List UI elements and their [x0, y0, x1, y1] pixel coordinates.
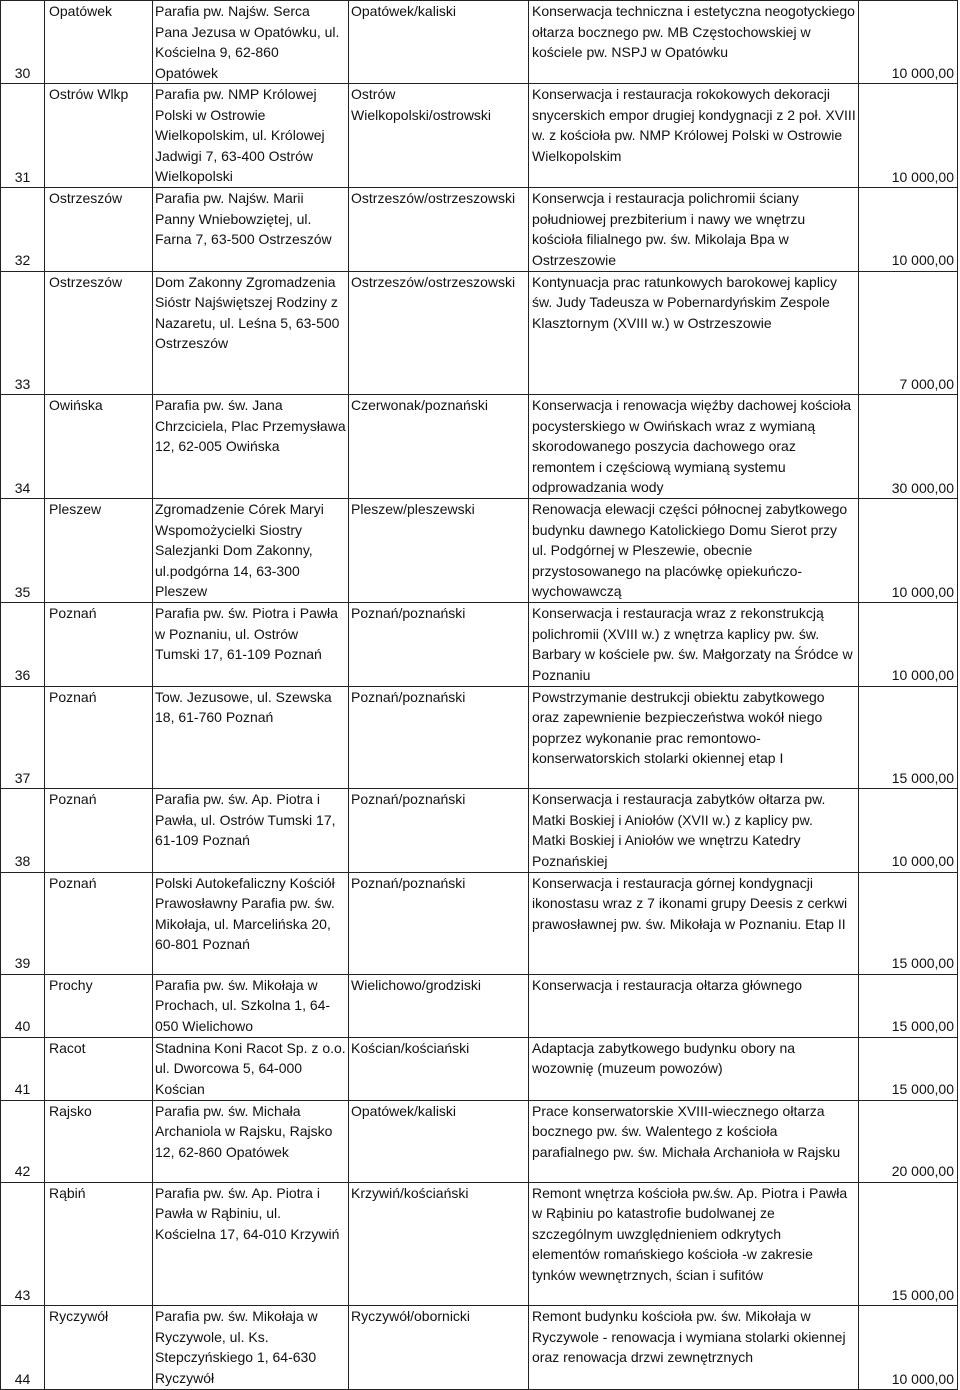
row-number: 42	[1, 1100, 45, 1182]
table-row	[1, 1037, 958, 1100]
row-number: 40	[1, 974, 45, 1037]
table-row	[1, 84, 958, 188]
amount-cell: 15 000,00	[859, 872, 958, 974]
table-row	[1, 974, 958, 1037]
district-cell: Poznań/poznański	[349, 789, 529, 872]
amount-cell: 20 000,00	[859, 1100, 958, 1182]
city-cell: Prochy	[45, 974, 153, 1037]
scope-cell: Kontynuacja prac ratunkowych barokowej kaplicy św. Judy Tadeusza w Pobernardyńskim Zespole Klasztornym (XVIII w.) w Ostrzeszowie	[529, 271, 859, 395]
city-cell: Ostrzeszów	[45, 271, 153, 395]
row-number: 33	[1, 271, 45, 395]
amount-cell: 10 000,00	[859, 499, 958, 603]
city-cell: Poznań	[45, 686, 153, 788]
row-number: 30	[1, 1, 45, 84]
scope-cell: Konserwacja i renowacja więźby dachowej kościoła pocysterskiego w Owińskach wraz z wymianą skorodowanego poszycia dachowego oraz remontem i częściową wymianą systemu odprowadzania wody	[529, 395, 859, 499]
table-row	[1, 1306, 958, 1390]
amount-cell: 15 000,00	[859, 686, 958, 788]
district-cell: Poznań/poznański	[349, 872, 529, 974]
table-row	[1, 789, 958, 872]
row-number: 39	[1, 872, 45, 974]
row-number: 38	[1, 789, 45, 872]
applicant-cell: Parafia pw. św. Jana Chrzciciela, Plac Przemysława 12, 62-005 Owińska	[153, 395, 349, 499]
district-cell: Ryczywół/obornicki	[349, 1306, 529, 1390]
applicant-cell: Stadnina Koni Racot Sp. z o.o. ul. Dworcowa 5, 64-000 Kościan	[153, 1037, 349, 1100]
amount-cell: 10 000,00	[859, 1306, 958, 1390]
district-cell: Opatówek/kaliski	[349, 1, 529, 84]
applicant-cell: Tow. Jezusowe, ul. Szewska 18, 61-760 Poznań	[153, 686, 349, 788]
amount-cell: 10 000,00	[859, 188, 958, 271]
district-cell: Kościan/kościański	[349, 1037, 529, 1100]
scope-cell: Remont wnętrza kościoła pw.św. Ap. Piotra i Pawła w Rąbiniu po katastrofie budolwanej ze szczególnym uwzględnieniem odkrytych elementów romańskiego kościoła -w zakresie tynków wewnętrznych, ścian i sufitów	[529, 1182, 859, 1306]
table-row	[1, 1, 958, 84]
row-number: 32	[1, 188, 45, 271]
table-row	[1, 499, 958, 603]
applicant-cell: Parafia pw. Najśw. Serca Pana Jezusa w Opatówku, ul. Kościelna 9, 62-860 Opatówek	[153, 1, 349, 84]
scope-cell: Powstrzymanie destrukcji obiektu zabytkowego oraz zapewnienie bezpieczeństwa wokół niego poprzez wykonanie prac remontowo- konserwatorskich stolarki okiennej etap I	[529, 686, 859, 788]
scope-cell: Konserwacja techniczna i estetyczna neogotyckiego ołtarza bocznego pw. MB Częstochowskiej w kościele pw. NSPJ w Opatówku	[529, 1, 859, 84]
scope-cell: Konserwcja i restauracja polichromii ściany południowej prezbiterium i nawy we wnętrzu kościoła filialnego pw. św. Mikolaja Bpa w Ostrzeszowie	[529, 188, 859, 271]
amount-cell: 10 000,00	[859, 789, 958, 872]
city-cell: Owińska	[45, 395, 153, 499]
scope-cell: Prace konserwatorskie XVIII-wiecznego ołtarza bocznego pw. św. Walentego z kościoła parafialnego pw. św. Michała Archanioła w Rajsku	[529, 1100, 859, 1182]
amount-cell: 15 000,00	[859, 1037, 958, 1100]
row-number: 34	[1, 395, 45, 499]
scope-cell: Konserwacja i restauracja wraz z rekonstrukcją polichromii (XVIII w.) z wnętrza kaplicy pw. św. Barbary w kościele pw. św. Małgorzaty na Śródce w Poznaniu	[529, 603, 859, 686]
applicant-cell: Parafia pw. św. Ap. Piotra i Pawła w Rąbiniu, ul. Kościelna 17, 64-010 Krzywiń	[153, 1182, 349, 1306]
scope-cell: Renowacja elewacji części północnej zabytkowego budynku dawnego Katolickiego Domu Sierot przy ul. Podgórnej w Pleszewie, obecnie przystosowanego na placówkę opiekuńczo- wychowawczą	[529, 499, 859, 603]
scope-cell: Konserwacja i restauracja ołtarza głównego	[529, 974, 859, 1037]
applicant-cell: Parafia pw. św. Piotra i Pawła w Poznaniu, ul. Ostrów Tumski 17, 61-109 Poznań	[153, 603, 349, 686]
applicant-cell: Parafia pw. Najśw. Marii Panny Wniebowziętej, ul. Farna 7, 63-500 Ostrzeszów	[153, 188, 349, 271]
applicant-cell: Parafia pw. św. Ap. Piotra i Pawła, ul. Ostrów Tumski 17, 61-109 Poznań	[153, 789, 349, 872]
city-cell: Poznań	[45, 603, 153, 686]
district-cell: Czerwonak/poznański	[349, 395, 529, 499]
amount-cell: 7 000,00	[859, 271, 958, 395]
district-cell: Ostrów Wielkopolski/ostrowski	[349, 84, 529, 188]
table-body	[1, 1, 958, 1390]
table-row	[1, 1182, 958, 1306]
city-cell: Racot	[45, 1037, 153, 1100]
city-cell: Pleszew	[45, 499, 153, 603]
applicant-cell: Parafia pw. św. Michała Archaniola w Rajsku, Rajsko 12, 62-860 Opatówek	[153, 1100, 349, 1182]
table-row	[1, 872, 958, 974]
row-number: 37	[1, 686, 45, 788]
city-cell: Opatówek	[45, 1, 153, 84]
amount-cell: 10 000,00	[859, 1, 958, 84]
district-cell: Pleszew/pleszewski	[349, 499, 529, 603]
district-cell: Ostrzeszów/ostrzeszowski	[349, 188, 529, 271]
table-row	[1, 1100, 958, 1182]
city-cell: Ostrów Wlkp	[45, 84, 153, 188]
district-cell: Krzywiń/kościański	[349, 1182, 529, 1306]
district-cell: Opatówek/kaliski	[349, 1100, 529, 1182]
scope-cell: Remont budynku kościoła pw. św. Mikołaja w Ryczywole - renowacja i wymiana stolarki okiennej oraz renowacja drzwi zewnętrznych	[529, 1306, 859, 1390]
district-cell: Poznań/poznański	[349, 603, 529, 686]
table-row	[1, 686, 958, 788]
city-cell: Poznań	[45, 789, 153, 872]
table-row	[1, 395, 958, 499]
scope-cell: Konserwacja i restauracja zabytków ołtarza pw. Matki Boskiej i Aniołów (XVII w.) z kaplicy pw. Matki Boskiej i Aniołów we wnętrzu Katedry Poznańskiej	[529, 789, 859, 872]
scope-cell: Konserwacja i restauracja rokokowych dekoracji snycerskich empor drugiej kondygnacji z 2 poł. XVIII w. z kościoła pw. NMP Królowej Polski w Ostrowie Wielkopolskim	[529, 84, 859, 188]
city-cell: Poznań	[45, 872, 153, 974]
applicant-cell: Parafia pw. NMP Królowej Polski w Ostrowie Wielkopolskim, ul. Królowej Jadwigi 7, 63-400 Ostrów Wielkopolski	[153, 84, 349, 188]
scope-cell: Konserwacja i restauracja górnej kondygnacji ikonostasu wraz z 7 ikonami grupy Deesis z cerkwi prawosławnej pw. św. Mikołaja w Poznaniu. Etap II	[529, 872, 859, 974]
amount-cell: 15 000,00	[859, 974, 958, 1037]
applicant-cell: Parafia pw. św. Mikołaja w Prochach, ul. Szkolna 1, 64- 050 Wielichowo	[153, 974, 349, 1037]
row-number: 43	[1, 1182, 45, 1306]
table-row	[1, 188, 958, 271]
table-row	[1, 271, 958, 395]
amount-cell: 15 000,00	[859, 1182, 958, 1306]
applicant-cell: Parafia pw. św. Mikołaja w Ryczywole, ul. Ks. Stepczyńskiego 1, 64-630 Ryczywół	[153, 1306, 349, 1390]
applicant-cell: Polski Autokefaliczny Kościół Prawosławny Parafia pw. św. Mikołaja, ul. Marcelińska 20, 60-801 Poznań	[153, 872, 349, 974]
row-number: 36	[1, 603, 45, 686]
city-cell: Ryczywół	[45, 1306, 153, 1390]
city-cell: Rajsko	[45, 1100, 153, 1182]
amount-cell: 10 000,00	[859, 84, 958, 188]
row-number: 35	[1, 499, 45, 603]
applicant-cell: Dom Zakonny Zgromadzenia Sióstr Najświętszej Rodziny z Nazaretu, ul. Leśna 5, 63-500 Ostrzeszów	[153, 271, 349, 395]
city-cell: Ostrzeszów	[45, 188, 153, 271]
applicant-cell: Zgromadzenie Córek Maryi Wspomożycielki Siostry Salezjanki Dom Zakonny, ul.podgórna 14, 63-300 Pleszew	[153, 499, 349, 603]
amount-cell: 30 000,00	[859, 395, 958, 499]
scope-cell: Adaptacja zabytkowego budynku obory na wozownię (muzeum powozów)	[529, 1037, 859, 1100]
district-cell: Wielichowo/grodziski	[349, 974, 529, 1037]
row-number: 41	[1, 1037, 45, 1100]
row-number: 44	[1, 1306, 45, 1390]
district-cell: Ostrzeszów/ostrzeszowski	[349, 271, 529, 395]
row-number: 31	[1, 84, 45, 188]
amount-cell: 10 000,00	[859, 603, 958, 686]
table-row	[1, 603, 958, 686]
district-cell: Poznań/poznański	[349, 686, 529, 788]
city-cell: Rąbiń	[45, 1182, 153, 1306]
